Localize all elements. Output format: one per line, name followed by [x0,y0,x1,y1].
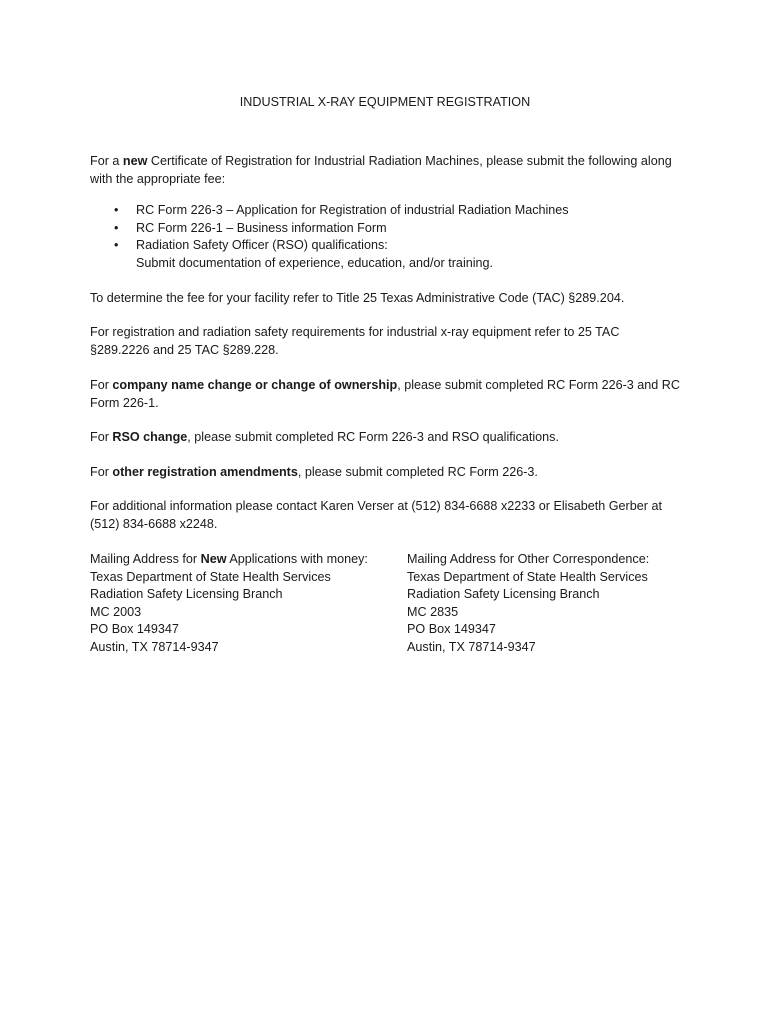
mailing-address-other-heading: Mailing Address for Other Correspondence: [407,552,650,566]
rso-change-prefix: For [90,430,113,444]
address-line: Radiation Safety Licensing Branch [90,587,283,601]
address-line: PO Box 149347 [407,622,496,636]
page-title: INDUSTRIAL X-RAY EQUIPMENT REGISTRATION [239,95,531,109]
list-item [90,202,680,220]
heading-prefix: Mailing Address for [90,552,201,566]
rso-change-bold: RSO change [112,430,188,444]
company-change-bold: company name change or change of ownership [112,378,398,392]
intro-prefix: For a [90,154,123,168]
company-change-prefix: For [90,378,113,392]
list-item-text: RC Form 226-3 – Application for Registration of industrial Radiation Machines [136,203,569,217]
address-line: MC 2003 [90,604,142,619]
heading-rest: Applications with money: [226,552,368,566]
mailing-address-new [90,551,400,656]
rso-change-paragraph [90,429,680,447]
address-line: Radiation Safety Licensing Branch [407,587,600,601]
address-line: Austin, TX 78714-9347 [407,639,536,654]
bullet-icon: • [114,238,119,252]
address-line: PO Box 149347 [90,622,179,636]
heading-bold: New [200,552,227,566]
other-amendments-paragraph [90,464,680,482]
required-forms-list [90,202,680,272]
list-item [90,237,680,272]
list-item [90,220,680,238]
other-amendments-prefix: For [90,465,113,479]
company-change-rest: , please submit completed RC Form 226-3 and RC Form 226-1. [90,378,681,410]
mailing-address-other [407,551,707,656]
address-line: Texas Department of State Health Services [90,569,331,584]
address-line: MC 2835 [407,604,459,619]
list-item-text: RC Form 226-1 – Business information Form [136,220,387,235]
other-amendments-rest: , please submit completed RC Form 226-3. [297,465,538,479]
intro-bold: new [122,154,148,168]
intro-paragraph [90,153,680,188]
intro-rest: Certificate of Registration for Industrial Radiation Machines, please submit the following along with the appropriate fee: [90,154,672,186]
fee-paragraph: To determine the fee for your facility refer to Title 25 Texas Administrative Code (TAC) §289.204. [90,291,625,305]
mailing-address-new-heading [90,551,400,569]
contact-paragraph: For additional information please contact Karen Verser at (512) 834-6688 x2233 or Elisabeth Gerber at (512) 834-6688 x2248. [90,499,662,531]
bullet-icon: • [114,220,119,235]
company-change-paragraph [90,377,680,412]
rso-change-rest: , please submit completed RC Form 226-3 and RSO qualifications. [187,430,559,444]
bullet-icon: • [114,203,119,217]
requirements-paragraph: For registration and radiation safety requirements for industrial x-ray equipment refer to 25 TAC §289.2226 and 25 TAC §289.228. [90,325,620,357]
address-line: Austin, TX 78714-9347 [90,639,219,654]
list-item-subtext: Submit documentation of experience, education, and/or training. [136,255,494,270]
address-line: Texas Department of State Health Services [407,569,648,584]
other-amendments-bold: other registration amendments [112,465,298,479]
list-item-text: Radiation Safety Officer (RSO) qualifications: [136,238,388,252]
